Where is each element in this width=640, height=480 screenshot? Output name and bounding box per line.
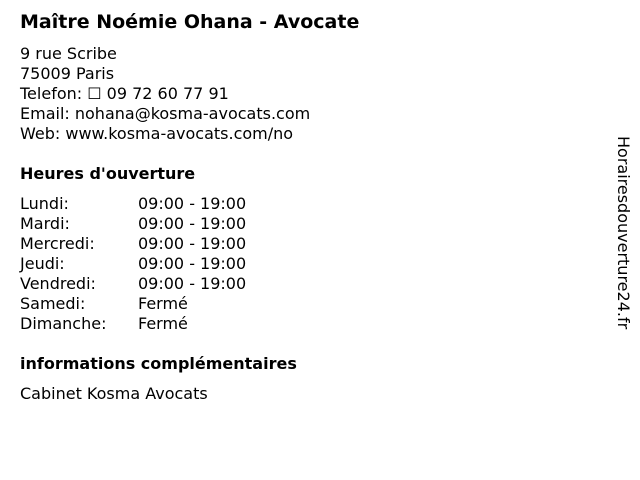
day-label: Dimanche: (20, 314, 107, 333)
page-title: Maître Noémie Ohana - Avocate (20, 11, 360, 33)
time-value: 09:00 - 19:00 (138, 194, 247, 213)
opening-hours-heading: Heures d'ouverture (20, 164, 196, 183)
brand-watermark: Horairesdouverture24.fr (614, 136, 633, 330)
city-address: 75009 Paris (20, 64, 115, 83)
street-address: 9 rue Scribe (20, 44, 117, 63)
day-label: Mercredi: (20, 234, 95, 253)
additional-info-text: Cabinet Kosma Avocats (20, 384, 208, 403)
day-label: Samedi: (20, 294, 86, 313)
time-value: Fermé (138, 294, 188, 313)
day-label: Jeudi: (20, 254, 65, 273)
day-label: Lundi: (20, 194, 69, 213)
day-label: Vendredi: (20, 274, 96, 293)
time-value: 09:00 - 19:00 (138, 234, 247, 253)
time-value: 09:00 - 19:00 (138, 274, 247, 293)
email-address[interactable]: Email: nohana@kosma-avocats.com (20, 104, 311, 123)
additional-info-heading: informations complémentaires (20, 354, 297, 373)
website-link[interactable]: Web: www.kosma-avocats.com/no (20, 124, 294, 143)
contact-block (20, 44, 310, 144)
time-value: Fermé (138, 314, 188, 333)
time-value: 09:00 - 19:00 (138, 254, 247, 273)
day-label: Mardi: (20, 214, 70, 233)
phone-number[interactable]: Telefon: ☐ 09 72 60 77 91 (20, 84, 229, 103)
time-value: 09:00 - 19:00 (138, 214, 247, 233)
